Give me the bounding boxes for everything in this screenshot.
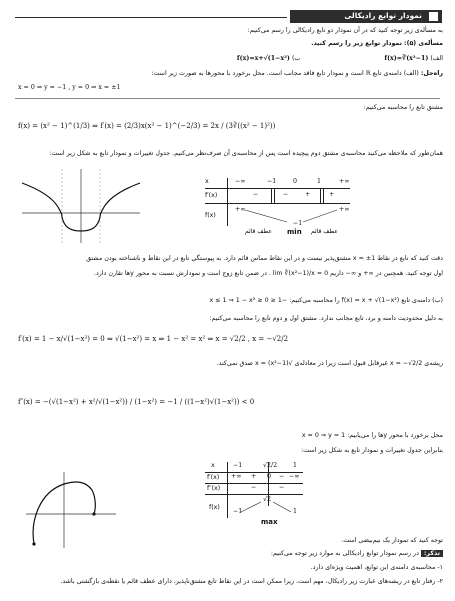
part-a-label: الف)	[430, 55, 443, 62]
t1-s2: +	[305, 191, 311, 198]
variation-table-b	[205, 462, 340, 524]
t1-undefined-mark-right	[320, 189, 324, 203]
t2-f0: −1	[233, 508, 243, 515]
problem-line	[23, 40, 443, 47]
paragraph-2-line1: دقت کنید که تابع در نقاط x = ±1 مشتق‌پذیر نیست و در این نقاط مماس قائم دارد. به پیوستگی تابع در این نقاط و ناشناخته بودن مشتق	[86, 255, 443, 262]
section-header	[290, 10, 442, 23]
t1-label-x: x	[205, 178, 209, 185]
solution-part-a: (الف) دامنه‌ی تابع ℝ است و نمودار تابع فاقد مجانب است. محل برخورد با محورها به صورت زیر است:	[151, 70, 419, 77]
t1-label-fp: f′(x)	[205, 192, 218, 199]
part-b-label: ب)	[291, 55, 301, 62]
t1-f1: −1	[293, 220, 303, 227]
table-intro: بنابراین جدول تغییرات و نمودار تابع به شکل زیر است:	[301, 447, 443, 454]
t2-label-fp: f′(x)	[207, 474, 220, 481]
part-b-formula: f(x)=x+√(1−x²)	[236, 55, 290, 62]
tip-item-1: ۱- محاسبه‌ی دامنه‌ی این توابع، اهمیت ویژه‌ای دارد.	[310, 564, 443, 571]
tip-line	[18, 550, 443, 557]
section-title: نمودار توابع رادیکالی	[344, 11, 422, 20]
intro-text: به مسأله‌ی زیر توجه کنید که در آن نمودار دو تابع رادیکالی را رسم می‌کنیم:	[247, 27, 443, 34]
t2-label-f: f(x)	[209, 504, 220, 511]
problem-parts	[23, 55, 443, 62]
t1-x4: +∞	[339, 178, 350, 185]
t1-s3: +	[329, 191, 335, 198]
first-derivative: f′(x) = 1 − x/√(1−x²) = 0 ⇒ √(1−x²) = x ⇒ 1 − x² = x² ⇒ x = √2/2 , x = −√2/2	[18, 335, 289, 343]
t2-arrow-down	[273, 502, 291, 512]
header-square-icon	[429, 12, 438, 21]
t2-label-max: max	[261, 518, 278, 526]
t1-s0: −	[253, 191, 259, 198]
derivative-equation: f(x) = (x² − 1)^(1/3) ⇒ f′(x) = (2/3)x(x² − 1)^(−2/3) = 2x / (3∛((x² − 1)²))	[18, 122, 276, 130]
root-note: ریشه‌ی x = −√2/2 غیرقابل قبول است زیرا در معادله‌ی √(1−x²) = x صدق نمی‌کند.	[216, 360, 443, 367]
t1-x3: 1	[317, 178, 322, 185]
t1-label-inflection-right: عطف قائم	[311, 228, 338, 235]
t2-fp3: −	[279, 473, 285, 480]
t1-x2: 0	[293, 178, 298, 185]
paragraph-1: همان‌طور که ملاحظه می‌کنید محاسبه‌ی مشتق دوم پیچیده است پس از محاسبه‌ی آن صرف‌نظر می‌کنیم. جدول تغییرات و نمودار تابع به شکل زیر است:	[49, 150, 443, 157]
part-a-formula: f(x)=∛(x²−1)	[384, 55, 429, 62]
tip-text: در رسم نمودار توابع رادیکالی به موارد زیر توجه می‌کنیم:	[270, 550, 419, 557]
t2-fp1: +	[251, 473, 257, 480]
header-rule	[15, 17, 287, 18]
variation-table-a	[205, 178, 445, 238]
t2-fp0: +∞	[231, 473, 242, 480]
t1-f2: +∞	[339, 206, 350, 213]
t2-arrow-up	[241, 502, 261, 512]
intercept-b: محل برخورد با محور yها را می‌یابیم: x = 0 ⇒ y = 1	[301, 432, 443, 439]
paragraph-2-line2: اول توجه کنید. همچنین در ∞+ و ∞− داریم lim ∛(x²−1)/x = 0 . در ضمن تابع زوج است و نمودارش نسبت به محور yها تقارن دارد.	[93, 270, 443, 277]
t2-fp4: −∞	[289, 473, 300, 480]
t2-fpp0: −	[251, 484, 257, 491]
ellipse-note: توجه کنید که نمودار یک نیم‌بیضی است.	[341, 537, 443, 544]
t1-x1: −1	[267, 178, 277, 185]
derivative-intro: مشتق تابع را محاسبه می‌کنیم:	[363, 104, 443, 111]
t1-arrow-up	[303, 210, 337, 222]
graph-a	[18, 165, 143, 245]
t2-fpp1: −	[279, 484, 285, 491]
t2-f2: 1	[293, 508, 298, 515]
t2-x1: √2/2	[263, 462, 278, 469]
tip-item-2: ۲- رفتار تابع در ریشه‌های عبارت زیر رادیکال، مهم است. زیرا ممکن است در این نقاط تابع مشتق‌ناپذیر، دارای عطف قائم یا نقطه‌ی بازگشتی باشد.	[60, 578, 443, 585]
t1-x0: −∞	[235, 178, 246, 185]
t2-label-fpp: f″(x)	[207, 485, 221, 492]
t2-x2: 1	[293, 462, 298, 469]
tip-label: تذکر:	[421, 550, 443, 557]
t2-label-x: x	[211, 462, 215, 469]
t1-label-min: min	[287, 228, 302, 236]
t1-f0: +∞	[235, 206, 246, 213]
part-b-text: به دلیل محدودیت دامنه و برد، تابع مجانب ندارد. مشتق اول و دوم تابع را محاسبه می‌کنیم:	[209, 315, 443, 322]
divider	[15, 98, 440, 99]
t1-s1: −	[283, 191, 289, 198]
t2-fp2: 0	[267, 473, 272, 480]
endpoint-right	[92, 512, 95, 515]
t1-undefined-mark-left	[271, 189, 275, 203]
t2-f1: √2	[263, 496, 272, 503]
problem-label: مسأله‌ی (۵):	[404, 40, 443, 47]
t2-x0: −1	[233, 462, 243, 469]
solution-line	[18, 70, 443, 77]
problem-statement: نمودار توابع زیر را رسم کنید.	[311, 40, 403, 47]
part-b-intro: (ب) دامنه‌ی تابع f(x) = x + √(1−x²) را محاسبه می‌کنیم: −1 ≤ x ≤ 1 ⇒ 1 − x² ≥ 0	[209, 297, 443, 304]
t1-label-inflection-left: عطف قائم	[245, 228, 272, 235]
t1-arrow-down	[245, 210, 287, 222]
second-derivative: f″(x) = −(√(1−x²) + x²/√(1−x²)) / (1−x²) = −1 / ((1−x²)√(1−x²)) < 0	[18, 398, 255, 406]
t1-label-f: f(x)	[205, 212, 216, 219]
solution-label: راه‌حل:	[420, 70, 443, 77]
intercepts-equation: x = 0 ⇒ y = −1 , y = 0 ⇒ x = ±1	[18, 84, 121, 91]
